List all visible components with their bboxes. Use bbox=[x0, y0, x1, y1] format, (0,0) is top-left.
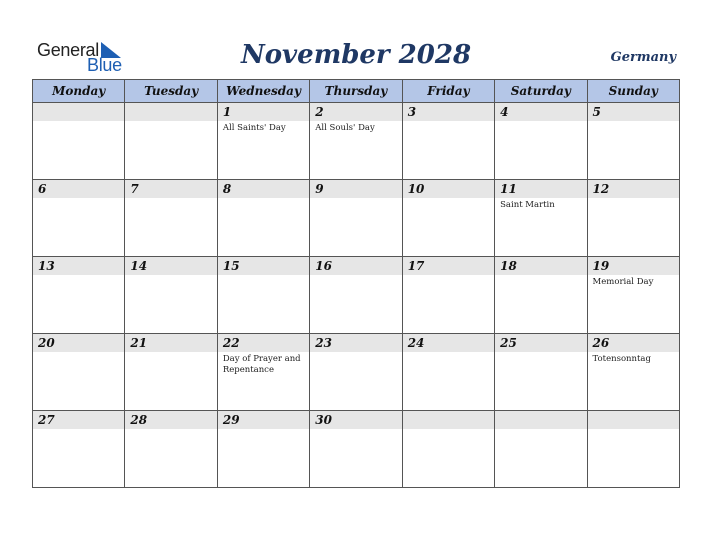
day-number: 16 bbox=[315, 259, 332, 273]
day-cell bbox=[125, 411, 217, 488]
day-number: 6 bbox=[38, 182, 47, 196]
day-cell bbox=[587, 103, 679, 180]
day-number: 28 bbox=[130, 413, 148, 427]
day-number-band bbox=[125, 180, 216, 198]
calendar-title: November 2028 bbox=[240, 40, 472, 70]
holiday-label: Saint Martin bbox=[500, 200, 555, 210]
logo-text-general: General bbox=[37, 40, 99, 60]
country-label: Germany bbox=[610, 50, 676, 65]
weekday-header: Monday bbox=[33, 80, 125, 103]
day-cell bbox=[217, 257, 309, 334]
weekday-header: Tuesday bbox=[125, 80, 217, 103]
day-cell bbox=[310, 103, 402, 180]
day-cell bbox=[125, 257, 217, 334]
holiday-label: Day of Prayer and Repentance bbox=[222, 354, 301, 375]
day-number: 25 bbox=[500, 336, 517, 350]
day-number-band bbox=[125, 103, 216, 121]
day-number: 10 bbox=[407, 182, 425, 196]
day-cell bbox=[33, 334, 125, 411]
day-number: 14 bbox=[130, 259, 148, 273]
day-cell bbox=[402, 180, 494, 257]
week-row bbox=[33, 103, 680, 180]
day-cell bbox=[310, 180, 402, 257]
day-number-band bbox=[403, 103, 494, 121]
holiday-label: Totensonntag bbox=[592, 354, 651, 364]
day-number: 21 bbox=[130, 336, 148, 350]
calendar-grid bbox=[32, 79, 680, 488]
day-number: 29 bbox=[222, 413, 240, 427]
weekday-header: Thursday bbox=[310, 80, 402, 103]
day-number: 26 bbox=[592, 336, 610, 350]
holiday-label: All Souls' Day bbox=[315, 123, 375, 133]
day-number-band bbox=[33, 180, 124, 198]
day-cell bbox=[587, 411, 679, 488]
week-row bbox=[33, 180, 680, 257]
day-cell bbox=[402, 334, 494, 411]
day-number: 11 bbox=[500, 182, 517, 196]
day-cell bbox=[310, 411, 402, 488]
day-cell bbox=[217, 411, 309, 488]
day-cell bbox=[125, 334, 217, 411]
day-cell bbox=[495, 103, 587, 180]
day-cell bbox=[217, 180, 309, 257]
weekday-header: Saturday bbox=[495, 80, 587, 103]
day-number-band bbox=[495, 411, 586, 429]
weekday-header: Sunday bbox=[587, 80, 679, 103]
day-cell bbox=[217, 334, 309, 411]
day-number-band bbox=[588, 103, 679, 121]
day-cell bbox=[402, 257, 494, 334]
day-number-band bbox=[588, 411, 679, 429]
day-number: 30 bbox=[315, 413, 332, 427]
holiday-label: Memorial Day bbox=[592, 277, 654, 287]
day-cell bbox=[495, 334, 587, 411]
day-cell bbox=[587, 257, 679, 334]
day-number-band bbox=[33, 103, 124, 121]
day-cell bbox=[310, 334, 402, 411]
week-row bbox=[33, 411, 680, 488]
day-number: 9 bbox=[315, 182, 324, 196]
day-number: 2 bbox=[315, 105, 324, 119]
day-number: 1 bbox=[222, 105, 232, 119]
day-cell bbox=[310, 257, 402, 334]
day-number: 23 bbox=[315, 336, 332, 350]
day-number: 17 bbox=[407, 259, 425, 273]
day-number-band bbox=[495, 103, 586, 121]
weekday-header: Friday bbox=[402, 80, 494, 103]
holiday-label: All Saints' Day bbox=[222, 123, 286, 133]
week-row bbox=[33, 334, 680, 411]
day-cell bbox=[402, 411, 494, 488]
day-cell bbox=[125, 103, 217, 180]
week-row bbox=[33, 257, 680, 334]
day-number: 8 bbox=[222, 182, 232, 196]
day-number: 3 bbox=[407, 105, 417, 119]
weekday-header: Wednesday bbox=[217, 80, 309, 103]
day-number: 4 bbox=[500, 105, 509, 119]
weekday-header-row bbox=[33, 80, 680, 103]
day-cell bbox=[402, 103, 494, 180]
day-cell bbox=[495, 411, 587, 488]
day-number-band bbox=[218, 103, 309, 121]
day-number: 19 bbox=[592, 259, 610, 273]
day-number: 20 bbox=[38, 336, 55, 350]
day-number: 27 bbox=[38, 413, 55, 427]
day-cell bbox=[587, 334, 679, 411]
day-number: 24 bbox=[407, 336, 425, 350]
day-number: 15 bbox=[222, 259, 240, 273]
day-cell bbox=[495, 180, 587, 257]
logo-text-blue: Blue bbox=[87, 55, 122, 75]
day-cell bbox=[495, 257, 587, 334]
day-cell bbox=[217, 103, 309, 180]
day-cell bbox=[33, 103, 125, 180]
day-cell bbox=[587, 180, 679, 257]
day-number: 12 bbox=[592, 182, 610, 196]
day-cell bbox=[125, 180, 217, 257]
day-cell bbox=[33, 411, 125, 488]
day-cell bbox=[33, 257, 125, 334]
day-number: 22 bbox=[222, 336, 240, 350]
day-number: 5 bbox=[592, 105, 601, 119]
day-number-band bbox=[218, 180, 309, 198]
day-number: 13 bbox=[38, 259, 55, 273]
day-number: 18 bbox=[500, 259, 517, 273]
day-number: 7 bbox=[130, 182, 139, 196]
day-number-band bbox=[403, 411, 494, 429]
day-cell bbox=[33, 180, 125, 257]
